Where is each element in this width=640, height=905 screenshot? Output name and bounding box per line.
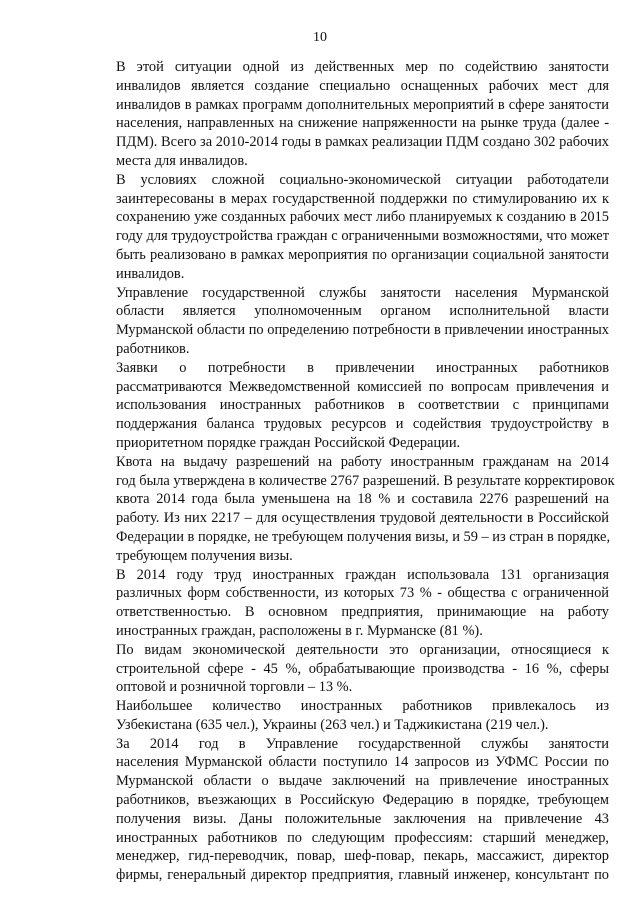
text-line: Квота на выдачу разрешений на работу иностранным гражданам на 2014 (116, 453, 609, 470)
text-line: использования иностранных работников в соответствии с принципами (116, 397, 609, 414)
text-line: работников, въезжающих в Российскую Федерацию в порядке, требующем (116, 792, 609, 809)
text-line: различных форм собственности, из которых 73 % - общества с ограниченной (116, 585, 609, 602)
text-line: В условиях сложной социально-экономической ситуации работодатели (116, 171, 609, 188)
text-line: инвалидов является создание специально оснащенных рабочих мест для (116, 77, 609, 94)
text-line: строительной сфере - 45 %, обрабатывающие производства - 16 %, сферы (116, 660, 609, 677)
text-line: населения, направленных на снижение напряженности на рынке труда (далее - (116, 115, 609, 132)
paragraph (80, 641, 609, 697)
text-line: иностранных граждан, расположены в г. Мурманске (81 %). (116, 622, 483, 639)
text-line: поддержания баланса трудовых ресурсов и содействия трудоустройству в (116, 416, 609, 433)
paragraph (80, 697, 609, 735)
text-line: Мурманской области по определению потребности в привлечении иностранных (116, 322, 609, 339)
text-line: приоритетном порядке граждан Российской Федерации. (116, 434, 461, 451)
text-line: области является уполномоченным органом исполнительной власти (116, 303, 609, 320)
text-line: быть реализовано в рамках мероприятия по организации социальной занятости (116, 246, 609, 263)
text-line: Заявки о потребности в привлечении иностранных работников (116, 359, 609, 376)
text-line: Управление государственной службы занятости населения Мурманской (116, 284, 609, 301)
paragraph (80, 284, 609, 359)
text-line: инвалидов. (116, 265, 185, 282)
text-line: иностранных работников по следующим профессиям: старший менеджер, (116, 829, 609, 846)
text-line: За 2014 год в Управление государственной службы занятости (116, 735, 609, 752)
paragraph (80, 453, 615, 566)
text-line: квота 2014 года была уменьшена на 18 % и составила 2276 разрешений на (116, 491, 609, 508)
page-number: 10 (313, 30, 327, 45)
text-line: рассматриваются Межведомственной комиссией по вопросам привлечения и (116, 378, 609, 395)
text-line: ПДМ). Всего за 2010-2014 годы в рамках реализации ПДМ создано 302 рабочих (116, 134, 609, 151)
text-line: году для трудоустройства граждан с ограниченными возможностями, что может (116, 228, 609, 245)
text-line: Наибольшее количество иностранных работников привлекалось из (116, 698, 609, 715)
text-line: По видам экономической деятельности это организации, относящиеся к (116, 641, 609, 658)
text-line: менеджер, гид-переводчик, повар, шеф-повар, пекарь, массажист, директор (116, 848, 609, 865)
paragraph (80, 359, 609, 453)
text-line: заинтересованы в мерах государственной поддержки по стимулированию их к (116, 190, 609, 207)
text-line: ответственностью. В основном предприятия, принимающие на работу (116, 604, 609, 621)
paragraph (80, 171, 609, 284)
document-body (80, 58, 615, 885)
paragraph (80, 566, 609, 641)
text-line: В 2014 году труд иностранных граждан использовала 131 организация (116, 566, 609, 583)
text-line: населения Мурманской области поступило 14 запросов из УФМС России по (116, 754, 609, 771)
text-line: получения визы. Даны положительные заключения на привлечение 43 (116, 810, 609, 827)
text-line: Узбекистана (635 чел.), Украины (263 чел.) и Таджикистана (219 чел.). (116, 716, 549, 733)
text-line: Федерации в порядке, не требующем получения визы, и 59 – из стран в порядке, (116, 528, 611, 545)
text-line: работу. Из них 2217 – для осуществления трудовой деятельности в Российской (116, 510, 609, 527)
text-line: фирмы, генеральный директор предприятия, главный инженер, консультант по (116, 867, 609, 884)
text-line: работников. (116, 340, 190, 357)
text-line: оптовой и розничной торговли – 13 %. (116, 679, 353, 696)
text-line: требующем получения визы. (116, 547, 293, 564)
text-line: места для инвалидов. (116, 152, 248, 169)
text-line: сохранению уже созданных рабочих мест либо планируемых к созданию в 2015 (116, 209, 609, 226)
text-line: Мурманской области о выдаче заключений на привлечение иностранных (116, 773, 609, 790)
paragraph (80, 735, 609, 885)
text-line: год была утверждена в количестве 2767 разрешений. В результате корректировок (116, 472, 615, 489)
paragraph (80, 58, 609, 171)
text-line: В этой ситуации одной из действенных мер по содействию занятости (116, 59, 609, 75)
text-line: инвалидов в рамках программ дополнительных мероприятий в сфере занятости (116, 96, 609, 113)
